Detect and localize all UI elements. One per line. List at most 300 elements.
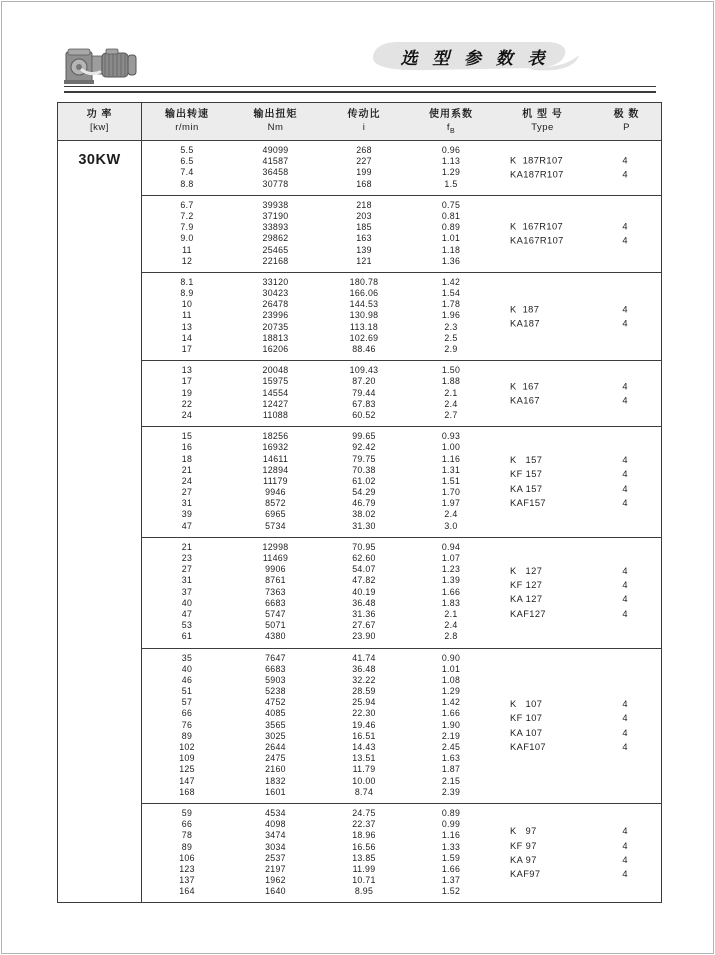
cell-torque: 1640 — [265, 886, 286, 897]
cell-factor: 2.39 — [441, 786, 461, 797]
cell-ratio: 41.74 — [352, 652, 376, 663]
model-type: K 167R107 — [510, 221, 564, 232]
pole-count: 4 — [622, 698, 628, 709]
cell-torque: 2475 — [265, 753, 286, 764]
cell-factor: 1.07 — [441, 553, 461, 563]
cell-torque: 11179 — [263, 475, 288, 486]
cell-ratio: 47.82 — [352, 575, 376, 586]
cell-ratio: 102.69 — [349, 332, 379, 343]
cell-ratio: 46.79 — [352, 498, 376, 509]
table-row — [142, 808, 661, 819]
type-line — [493, 153, 662, 167]
model-type: KA167R107 — [510, 235, 564, 246]
cell-factor: 1.33 — [441, 841, 461, 852]
cell-torque: 9906 — [265, 564, 286, 575]
cell-factor: 0.89 — [441, 222, 461, 233]
cell-factor: 0.99 — [441, 819, 461, 830]
model-type: KF 157 — [510, 469, 543, 480]
cell-speed: 137 — [179, 875, 195, 886]
cell-ratio: 16.56 — [352, 841, 376, 852]
cell-ratio: 36.48 — [352, 597, 376, 608]
cell-ratio: 13.51 — [352, 753, 376, 764]
cell-factor: 0.96 — [441, 145, 461, 155]
cell-speed: 7.2 — [180, 210, 194, 221]
cell-factor: 1.16 — [441, 830, 461, 841]
pole-count: 4 — [622, 455, 628, 466]
type-line — [493, 839, 662, 853]
cell-factor: 1.96 — [441, 310, 461, 321]
type-line — [493, 379, 662, 393]
cell-factor: 0.90 — [441, 652, 461, 663]
cell-torque: 25465 — [262, 244, 289, 255]
table-row — [142, 686, 661, 697]
type-line — [493, 853, 662, 867]
cell-speed: 40 — [181, 597, 193, 608]
cell-speed: 89 — [181, 730, 193, 741]
cell-ratio: 54.07 — [352, 564, 376, 575]
cell-factor: 1.88 — [441, 376, 461, 387]
cell-torque: 3034 — [265, 841, 286, 852]
cell-ratio: 31.30 — [352, 520, 376, 531]
cell-ratio: 19.46 — [352, 719, 376, 730]
cell-speed: 24 — [181, 409, 193, 420]
cell-factor: 1.66 — [441, 586, 461, 597]
cell-ratio: 31.36 — [352, 608, 376, 619]
cell-torque: 5903 — [265, 674, 286, 685]
cell-torque: 4752 — [265, 697, 286, 708]
cell-factor: 1.59 — [441, 852, 461, 863]
header-service-factor: 使用系数 $f_B$ — [429, 109, 473, 135]
cell-torque: 7363 — [265, 586, 286, 597]
cell-ratio: 27.67 — [352, 620, 376, 631]
cell-ratio: 199 — [356, 167, 372, 178]
cell-torque: 18813 — [262, 332, 289, 343]
cell-ratio: 70.38 — [352, 464, 376, 475]
model-type: KA167 — [510, 395, 540, 406]
table-section — [142, 649, 661, 804]
cell-factor: 2.4 — [444, 509, 458, 520]
cell-ratio: 185 — [356, 222, 372, 233]
cell-torque: 20048 — [262, 365, 289, 376]
table-section — [142, 196, 661, 273]
header-power: 功 率 [kw] — [58, 103, 142, 140]
type-line — [493, 607, 662, 621]
cell-ratio: 62.60 — [352, 553, 376, 563]
cell-speed: 15 — [181, 431, 193, 442]
model-type: K 187R107 — [510, 155, 564, 166]
cell-factor: 1.78 — [441, 299, 461, 310]
pole-count: 4 — [622, 155, 628, 166]
table-header-row — [58, 103, 661, 141]
cell-factor: 2.45 — [441, 742, 461, 752]
table-section — [142, 427, 661, 538]
cell-ratio: 88.46 — [352, 344, 376, 354]
model-type: KAF157 — [510, 498, 546, 509]
model-type: K 157 — [510, 455, 543, 466]
cell-torque: 20735 — [262, 321, 289, 332]
cell-speed: 21 — [181, 464, 193, 475]
cell-speed: 47 — [181, 520, 193, 531]
cell-factor: 2.1 — [444, 387, 458, 398]
title-banner — [368, 39, 580, 75]
cell-factor: 1.50 — [441, 365, 461, 376]
table-row — [142, 776, 661, 787]
cell-factor: 1.52 — [441, 886, 461, 897]
section-types — [493, 453, 662, 511]
cell-speed: 164 — [179, 886, 195, 897]
cell-speed: 37 — [181, 586, 193, 597]
table-body — [58, 141, 661, 902]
cell-factor: 2.15 — [441, 775, 461, 786]
header-output-speed: 输出转速 r/min — [165, 109, 209, 133]
model-type: KA 157 — [510, 483, 543, 494]
type-line — [493, 578, 662, 592]
type-line — [493, 726, 662, 740]
power-value: 30KW — [78, 152, 121, 168]
table-row — [142, 333, 661, 344]
type-line — [493, 593, 662, 607]
cell-torque: 9946 — [265, 487, 286, 498]
cell-ratio: 10.00 — [352, 775, 376, 786]
cell-ratio: 218 — [356, 199, 372, 210]
cell-ratio: 268 — [356, 145, 372, 155]
model-type: KA 127 — [510, 594, 543, 605]
section-types — [493, 219, 662, 248]
pole-count: 4 — [622, 580, 628, 591]
table-row — [142, 653, 661, 664]
cell-ratio: 113.18 — [349, 321, 379, 332]
cell-ratio: 10.71 — [352, 875, 376, 886]
cell-speed: 59 — [181, 807, 193, 818]
table-section — [142, 804, 661, 903]
cell-ratio: 18.96 — [352, 830, 376, 841]
cell-ratio: 203 — [356, 210, 372, 221]
cell-torque: 4098 — [265, 819, 286, 830]
cell-speed: 31 — [181, 498, 193, 509]
cell-torque: 1832 — [265, 775, 286, 786]
cell-factor: 1.36 — [441, 255, 461, 266]
cell-ratio: 16.51 — [352, 730, 376, 741]
cell-speed: 51 — [181, 686, 193, 697]
cell-torque: 33120 — [262, 276, 289, 287]
cell-torque: 2197 — [265, 863, 286, 874]
cell-speed: 123 — [179, 863, 195, 874]
cell-ratio: 70.95 — [352, 541, 376, 552]
table-row — [142, 886, 661, 897]
cell-torque: 11088 — [262, 409, 289, 420]
model-type: KF 97 — [510, 840, 537, 851]
sections — [142, 141, 661, 902]
cell-torque: 18256 — [262, 431, 289, 442]
cell-torque: 16932 — [262, 442, 289, 453]
cell-ratio: 61.02 — [352, 475, 376, 486]
cell-factor: 1.42 — [441, 276, 461, 287]
type-line — [493, 317, 662, 331]
pole-count: 4 — [622, 609, 628, 620]
cell-speed: 106 — [179, 852, 195, 863]
model-type: K 107 — [510, 698, 543, 709]
cell-speed: 11 — [182, 244, 192, 255]
cell-speed: 109 — [179, 753, 195, 764]
cell-ratio: 23.90 — [352, 631, 376, 642]
cell-factor: 1.00 — [441, 442, 461, 453]
header-output-torque: 输出扭矩 Nm — [253, 109, 298, 133]
type-line — [493, 168, 662, 182]
pole-count: 4 — [622, 395, 628, 406]
cell-speed: 47 — [181, 608, 193, 619]
gearmotor-image — [62, 40, 142, 90]
cell-speed: 102 — [179, 742, 195, 752]
pole-count: 4 — [622, 869, 628, 880]
cell-torque: 6965 — [265, 509, 286, 520]
pole-count: 4 — [622, 469, 628, 480]
selection-parameter-table — [57, 102, 662, 903]
cell-speed: 27 — [181, 564, 193, 575]
cell-torque: 29862 — [262, 233, 289, 244]
table-section — [142, 538, 661, 649]
cell-factor: 1.39 — [441, 575, 461, 586]
cell-speed: 11 — [182, 310, 192, 321]
type-line — [493, 482, 662, 496]
model-type: KA 97 — [510, 855, 537, 866]
table-row — [142, 553, 661, 564]
table-row — [142, 509, 661, 520]
table-row — [142, 764, 661, 775]
cell-speed: 12 — [181, 255, 193, 266]
cell-factor: 1.13 — [441, 156, 461, 167]
cell-speed: 17 — [181, 376, 193, 387]
table-row — [142, 431, 661, 442]
header-divider-rule — [64, 86, 656, 93]
cell-torque: 36458 — [262, 167, 289, 178]
cell-factor: 1.83 — [441, 597, 461, 608]
cell-speed: 17 — [181, 344, 193, 354]
header-poles: 极 数 P — [613, 109, 640, 133]
table-row — [142, 675, 661, 686]
cell-speed: 13 — [181, 321, 193, 332]
cell-ratio: 13.85 — [352, 852, 376, 863]
table-section — [142, 361, 661, 427]
cell-torque: 23996 — [262, 310, 289, 321]
pole-count: 4 — [622, 713, 628, 724]
cell-torque: 3565 — [265, 719, 286, 730]
table-row — [142, 521, 661, 532]
cell-speed: 57 — [181, 697, 193, 708]
type-line — [493, 740, 662, 754]
cell-speed: 16 — [181, 442, 193, 453]
cell-torque: 7647 — [265, 652, 286, 663]
cell-torque: 4085 — [265, 708, 286, 719]
cell-ratio: 163 — [356, 233, 372, 244]
cell-speed: 125 — [179, 764, 195, 775]
cell-ratio: 8.74 — [354, 786, 374, 797]
cell-torque: 1962 — [265, 875, 286, 886]
cell-torque: 12998 — [262, 541, 289, 552]
cell-factor: 1.97 — [441, 498, 461, 509]
cell-speed: 53 — [181, 620, 193, 631]
cell-factor: 1.5 — [444, 178, 458, 189]
cell-torque: 41587 — [262, 156, 289, 167]
cell-torque: 2537 — [265, 852, 286, 863]
cell-factor: 1.90 — [441, 719, 461, 730]
model-type: KAF127 — [510, 609, 546, 620]
model-type: KAF97 — [510, 869, 541, 880]
type-line — [493, 453, 662, 467]
cell-factor: 1.29 — [441, 686, 461, 697]
header-ratio: 传动比 i — [347, 109, 381, 133]
table-row — [142, 344, 661, 355]
cell-factor: 2.5 — [444, 332, 458, 343]
cell-torque: 11469 — [262, 553, 289, 563]
cell-factor: 2.9 — [444, 344, 458, 354]
table-row — [142, 753, 661, 764]
cell-ratio: 32.22 — [352, 674, 376, 685]
cell-speed: 35 — [181, 652, 193, 663]
section-types — [493, 302, 662, 331]
section-types — [493, 824, 662, 882]
cell-torque: 49099 — [262, 145, 289, 155]
cell-factor: 2.3 — [444, 321, 458, 332]
cell-ratio: 40.19 — [352, 586, 376, 597]
cell-factor: 1.23 — [441, 564, 461, 575]
table-row — [142, 620, 661, 631]
cell-ratio: 168 — [356, 178, 372, 189]
cell-torque: 37190 — [262, 210, 289, 221]
type-line — [493, 697, 662, 711]
type-line — [493, 468, 662, 482]
cell-ratio: 22.30 — [352, 708, 376, 719]
cell-ratio: 87.20 — [352, 376, 376, 387]
cell-ratio: 60.52 — [352, 409, 376, 420]
cell-torque: 5747 — [265, 608, 286, 619]
cell-speed: 40 — [181, 663, 193, 674]
cell-speed: 78 — [181, 830, 193, 841]
cell-ratio: 79.44 — [352, 387, 376, 398]
cell-factor: 1.63 — [441, 753, 461, 764]
cell-torque: 16206 — [262, 344, 289, 354]
cell-factor: 1.18 — [441, 244, 461, 255]
cell-factor: 1.29 — [441, 167, 461, 178]
table-row — [142, 200, 661, 211]
cell-torque: 3025 — [265, 730, 286, 741]
cell-ratio: 11.79 — [352, 764, 376, 775]
cell-factor: 2.1 — [444, 608, 458, 619]
cell-speed: 22 — [181, 398, 193, 409]
model-type: KA 107 — [510, 727, 543, 738]
cell-factor: 2.19 — [441, 730, 461, 741]
cell-torque: 4534 — [265, 807, 286, 818]
section-types — [493, 153, 662, 182]
cell-torque: 30423 — [262, 288, 289, 299]
cell-torque: 4380 — [265, 631, 286, 642]
gearmotor-icon — [62, 40, 142, 90]
cell-torque: 39938 — [262, 199, 289, 210]
model-type: K 167 — [510, 381, 540, 392]
pole-count: 4 — [622, 742, 628, 753]
cell-factor: 1.31 — [441, 464, 461, 475]
cell-factor: 2.8 — [444, 631, 458, 642]
cell-speed: 7.9 — [180, 222, 194, 233]
table-row — [142, 787, 661, 798]
cell-factor: 1.37 — [441, 875, 461, 886]
model-type: K 187 — [510, 304, 540, 315]
cell-torque: 5071 — [265, 620, 286, 631]
pole-count: 4 — [622, 498, 628, 509]
cell-speed: 6.7 — [180, 199, 194, 210]
cell-torque: 14554 — [262, 387, 289, 398]
cell-factor: 1.01 — [441, 663, 461, 674]
cell-factor: 1.87 — [441, 764, 461, 775]
cell-ratio: 25.94 — [352, 697, 376, 708]
cell-ratio: 139 — [356, 244, 372, 255]
cell-speed: 89 — [181, 841, 193, 852]
table-section — [142, 141, 661, 196]
cell-torque: 15975 — [262, 376, 289, 387]
cell-torque: 6683 — [265, 663, 286, 674]
cell-factor: 0.89 — [441, 807, 461, 818]
cell-ratio: 227 — [356, 156, 372, 167]
cell-factor: 1.70 — [441, 487, 461, 498]
cell-ratio: 14.43 — [352, 742, 376, 752]
pole-count: 4 — [622, 381, 628, 392]
cell-ratio: 8.95 — [354, 886, 374, 897]
cell-speed: 31 — [181, 575, 193, 586]
cell-torque: 12427 — [262, 398, 289, 409]
cell-ratio: 180.78 — [349, 276, 379, 287]
pole-count: 4 — [622, 221, 628, 232]
cell-speed: 21 — [181, 541, 193, 552]
cell-speed: 8.9 — [180, 288, 194, 299]
model-type: K 97 — [510, 826, 537, 837]
cell-speed: 5.5 — [180, 145, 194, 155]
cell-ratio: 130.98 — [349, 310, 379, 321]
cell-speed: 18 — [181, 453, 193, 464]
cell-factor: 1.16 — [441, 453, 461, 464]
cell-speed: 13 — [181, 365, 193, 376]
type-line — [493, 219, 662, 233]
type-line — [493, 234, 662, 248]
cell-factor: 2.4 — [444, 620, 458, 631]
cell-ratio: 24.75 — [352, 807, 376, 818]
type-line — [493, 711, 662, 725]
cell-factor: 0.75 — [441, 199, 461, 210]
cell-factor: 1.01 — [441, 233, 461, 244]
pole-count: 4 — [622, 727, 628, 738]
pole-count: 4 — [622, 565, 628, 576]
table-row — [142, 442, 661, 453]
cell-speed: 8.1 — [180, 276, 194, 287]
cell-torque: 5734 — [265, 520, 286, 531]
cell-ratio: 79.75 — [352, 453, 376, 464]
cell-factor: 2.7 — [444, 409, 458, 420]
cell-factor: 1.54 — [441, 288, 461, 299]
cell-speed: 24 — [181, 475, 193, 486]
model-type: K 127 — [510, 565, 543, 576]
cell-ratio: 109.43 — [349, 365, 379, 376]
cell-ratio: 92.42 — [352, 442, 376, 453]
model-type: KF 107 — [510, 713, 543, 724]
cell-speed: 61 — [181, 631, 193, 642]
cell-torque: 3474 — [265, 830, 286, 841]
cell-factor: 1.08 — [441, 674, 461, 685]
pole-count: 4 — [622, 855, 628, 866]
pole-count: 4 — [622, 826, 628, 837]
cell-torque: 12894 — [262, 464, 289, 475]
pole-count: 4 — [622, 169, 628, 180]
cell-speed: 76 — [181, 719, 193, 730]
table-section — [142, 273, 661, 361]
cell-speed: 66 — [181, 708, 193, 719]
